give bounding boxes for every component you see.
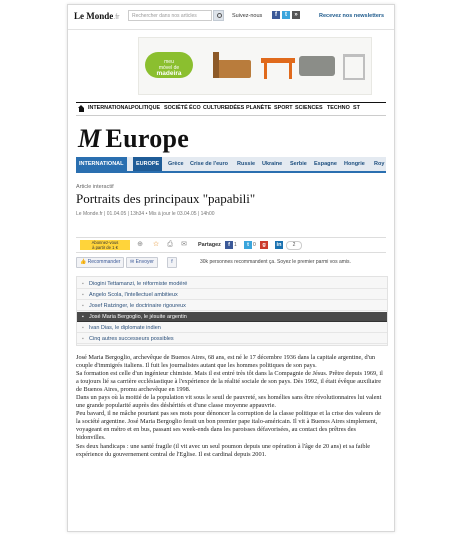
section-logo-glyph: M	[78, 124, 102, 153]
home-icon[interactable]	[78, 105, 85, 112]
article-toolbar	[76, 237, 386, 253]
ad-banner[interactable]	[138, 37, 372, 95]
list-item-active[interactable]: ▪ José Maria Bergoglio, le jésuite argentin	[77, 312, 387, 322]
nav-item-sport[interactable]: SPORT	[274, 105, 293, 111]
subnav-item-europe[interactable]: EUROPE	[133, 157, 162, 171]
subnav-item-ukraine[interactable]: Ukraine	[262, 161, 283, 167]
facebook-icon[interactable]: f	[272, 11, 280, 19]
recommend-bar	[76, 257, 386, 267]
facebook-share-icon[interactable]: f	[225, 241, 233, 249]
sofa-image	[299, 56, 335, 76]
facebook-share-count: 1	[234, 242, 237, 248]
nav-item-techno[interactable]: TECHNO	[327, 105, 350, 111]
list-item[interactable]: ▪ Josef Ratzinger, le doctrinaire rigoureux	[77, 301, 387, 311]
subnav-item-grece[interactable]: Grèce	[168, 161, 184, 167]
send-button-label: Envoyer	[135, 259, 154, 265]
nav-item-politique[interactable]: POLITIQUE	[131, 105, 161, 111]
article-headline: Portraits des principaux "papabili"	[76, 191, 256, 206]
newsletter-link[interactable]: Recevez nos newsletters	[319, 13, 385, 19]
search-input[interactable]: Rechercher dans nos articles	[128, 10, 212, 21]
follow-label: Suivez-nous	[232, 13, 263, 19]
ad-badge-line1: meu	[164, 59, 174, 65]
body-paragraph: José Maria Bergoglio, archevêque de Buenos Aires, 68 ans, est né le 17 décembre 1936 dans la capitale argentine, d'un couple d'immigrés italiens. Il fuit les journalistes autant que les hommes politiques de son pays.	[76, 354, 376, 370]
subnav-item-hongrie[interactable]: Hongrie	[344, 161, 365, 167]
section-title	[78, 124, 189, 154]
ad-badge-line2: móvel de	[158, 65, 180, 71]
section-subnav	[76, 157, 386, 173]
send-button[interactable]: ✉ Envoyer	[126, 257, 158, 268]
nav-item-societe[interactable]: SOCIÉTÉ	[164, 105, 188, 111]
subnav-item-russie[interactable]: Russie	[237, 161, 256, 167]
subnav-item-roy[interactable]: Roy	[374, 161, 385, 167]
site-logo-text: Le Monde	[74, 11, 114, 21]
list-item[interactable]: ▪ Diogini Tettamanzi, le réformiste modéré	[77, 279, 387, 289]
plus-icon[interactable]: ⊕	[137, 241, 143, 248]
subnav-item-serbie[interactable]: Serbie	[290, 161, 307, 167]
nav-item-idees[interactable]: IDÉES	[228, 105, 245, 111]
body-paragraph: Ses deux handicaps : une santé fragile (il vit avec un seul poumon depuis une opération à l'âge de 20 ans) et sa faible expérience du gouvernement central de l'Eglise. Il est cardinal depuis 2001.	[76, 442, 371, 458]
recommend-button-label: Recommander	[87, 259, 121, 265]
article-page	[67, 4, 395, 532]
rss-icon[interactable]: »	[292, 11, 300, 19]
subnav-item-international[interactable]: INTERNATIONAL	[76, 157, 127, 171]
nav-item-planete[interactable]: PLANÈTE	[246, 105, 272, 111]
main-nav	[76, 102, 386, 116]
site-logo-suffix: .fr	[113, 14, 120, 21]
nav-item-international[interactable]: INTERNATIONAL	[88, 105, 132, 111]
recommend-text: 30k personnes recommandent ça. Soyez le premier parmi vos amis.	[200, 259, 351, 265]
table-image	[261, 58, 295, 63]
site-logo[interactable]	[74, 11, 119, 21]
article-kicker: Article interactif	[76, 184, 114, 190]
article-meta: Le Monde.fr | 01.04.05 | 13h34 • Mis à jour le 03.04.05 | 14h00	[76, 211, 215, 217]
list-item[interactable]: ▪ Angelo Scola, l'intellectuel ambitieux	[77, 290, 387, 300]
linkedin-share-icon[interactable]: in	[276, 242, 282, 248]
twitter-icon[interactable]: t	[282, 11, 290, 19]
subnav-item-espagne[interactable]: Espagne	[314, 161, 337, 167]
shelf-image	[343, 54, 365, 80]
bed-image	[213, 60, 251, 78]
ad-badge-line3: madeira	[156, 70, 182, 77]
twitter-share-count: 0	[253, 242, 256, 248]
share-label: Partagez	[198, 242, 221, 248]
related-portraits-list	[76, 276, 388, 346]
recommend-button[interactable]: 👍 Recommander	[76, 257, 124, 268]
search-icon[interactable]	[213, 10, 224, 21]
nav-item-st[interactable]: ST	[353, 105, 360, 111]
subscribe-line2: à partir de 1 €	[92, 245, 118, 250]
star-icon[interactable]: ☆	[152, 241, 160, 248]
subscribe-line1: Abonnez-vous	[91, 240, 119, 245]
body-paragraph: Peu bavard, il ne mâche pourtant pas ses mots pour dénoncer la corruption de la classe politique et la crise des valeurs de la société argentine. José Maria Bergoglio ferait un bon premier pape italo-américain. Il vit à Buenos Aires simplement, voyageant en métro et en bus, passant ses week-ends dans les paroisses défavorisées, au contact des prêtres des bidonvilles.	[76, 410, 381, 442]
facebook-icon[interactable]: f	[167, 257, 177, 268]
subnav-item-crise-euro[interactable]: Crise de l'euro	[190, 161, 228, 167]
print-icon[interactable]: ⎙	[167, 241, 173, 248]
subscribe-button[interactable]	[80, 240, 130, 250]
share-total-count: 2	[286, 241, 302, 250]
nav-item-eco[interactable]: ÉCO	[189, 105, 201, 111]
list-item[interactable]: ▪ Cinq autres successeurs possibles	[77, 334, 387, 344]
googleplus-share-icon[interactable]: g	[260, 241, 268, 249]
mail-icon[interactable]: ✉	[181, 241, 187, 248]
list-item[interactable]: ▪ Ivan Dias, le diplomate indien	[77, 323, 387, 333]
top-bar	[68, 5, 394, 30]
section-title-text: Europe	[105, 124, 190, 153]
ad-badge	[145, 52, 193, 78]
twitter-share-icon[interactable]: t	[244, 241, 252, 249]
nav-item-sciences[interactable]: SCIENCES	[295, 105, 323, 111]
body-paragraph: Sa formation est celle d'un ingénieur chimiste. Mais il est entré très tôt dans la Compagnie de Jésus. Prêtre depuis 1969, il a toujours lié sa carrière ecclésiastique à l'expérience de la réalité sociale de son pays. Dès 1992, il était évêque auxiliaire de Buenos Aires, promu archevêque en 1998.	[76, 370, 383, 394]
article-body	[76, 354, 384, 459]
nav-item-culture[interactable]: CULTURE	[203, 105, 229, 111]
body-paragraph: Dans un pays où la moitié de la population vit sous le seuil de pauvreté, ses homélies sans être révolutionnaires lui valent une grande popularité auprès des déshérités et d'une classe moyenne appauvrie.	[76, 394, 382, 410]
